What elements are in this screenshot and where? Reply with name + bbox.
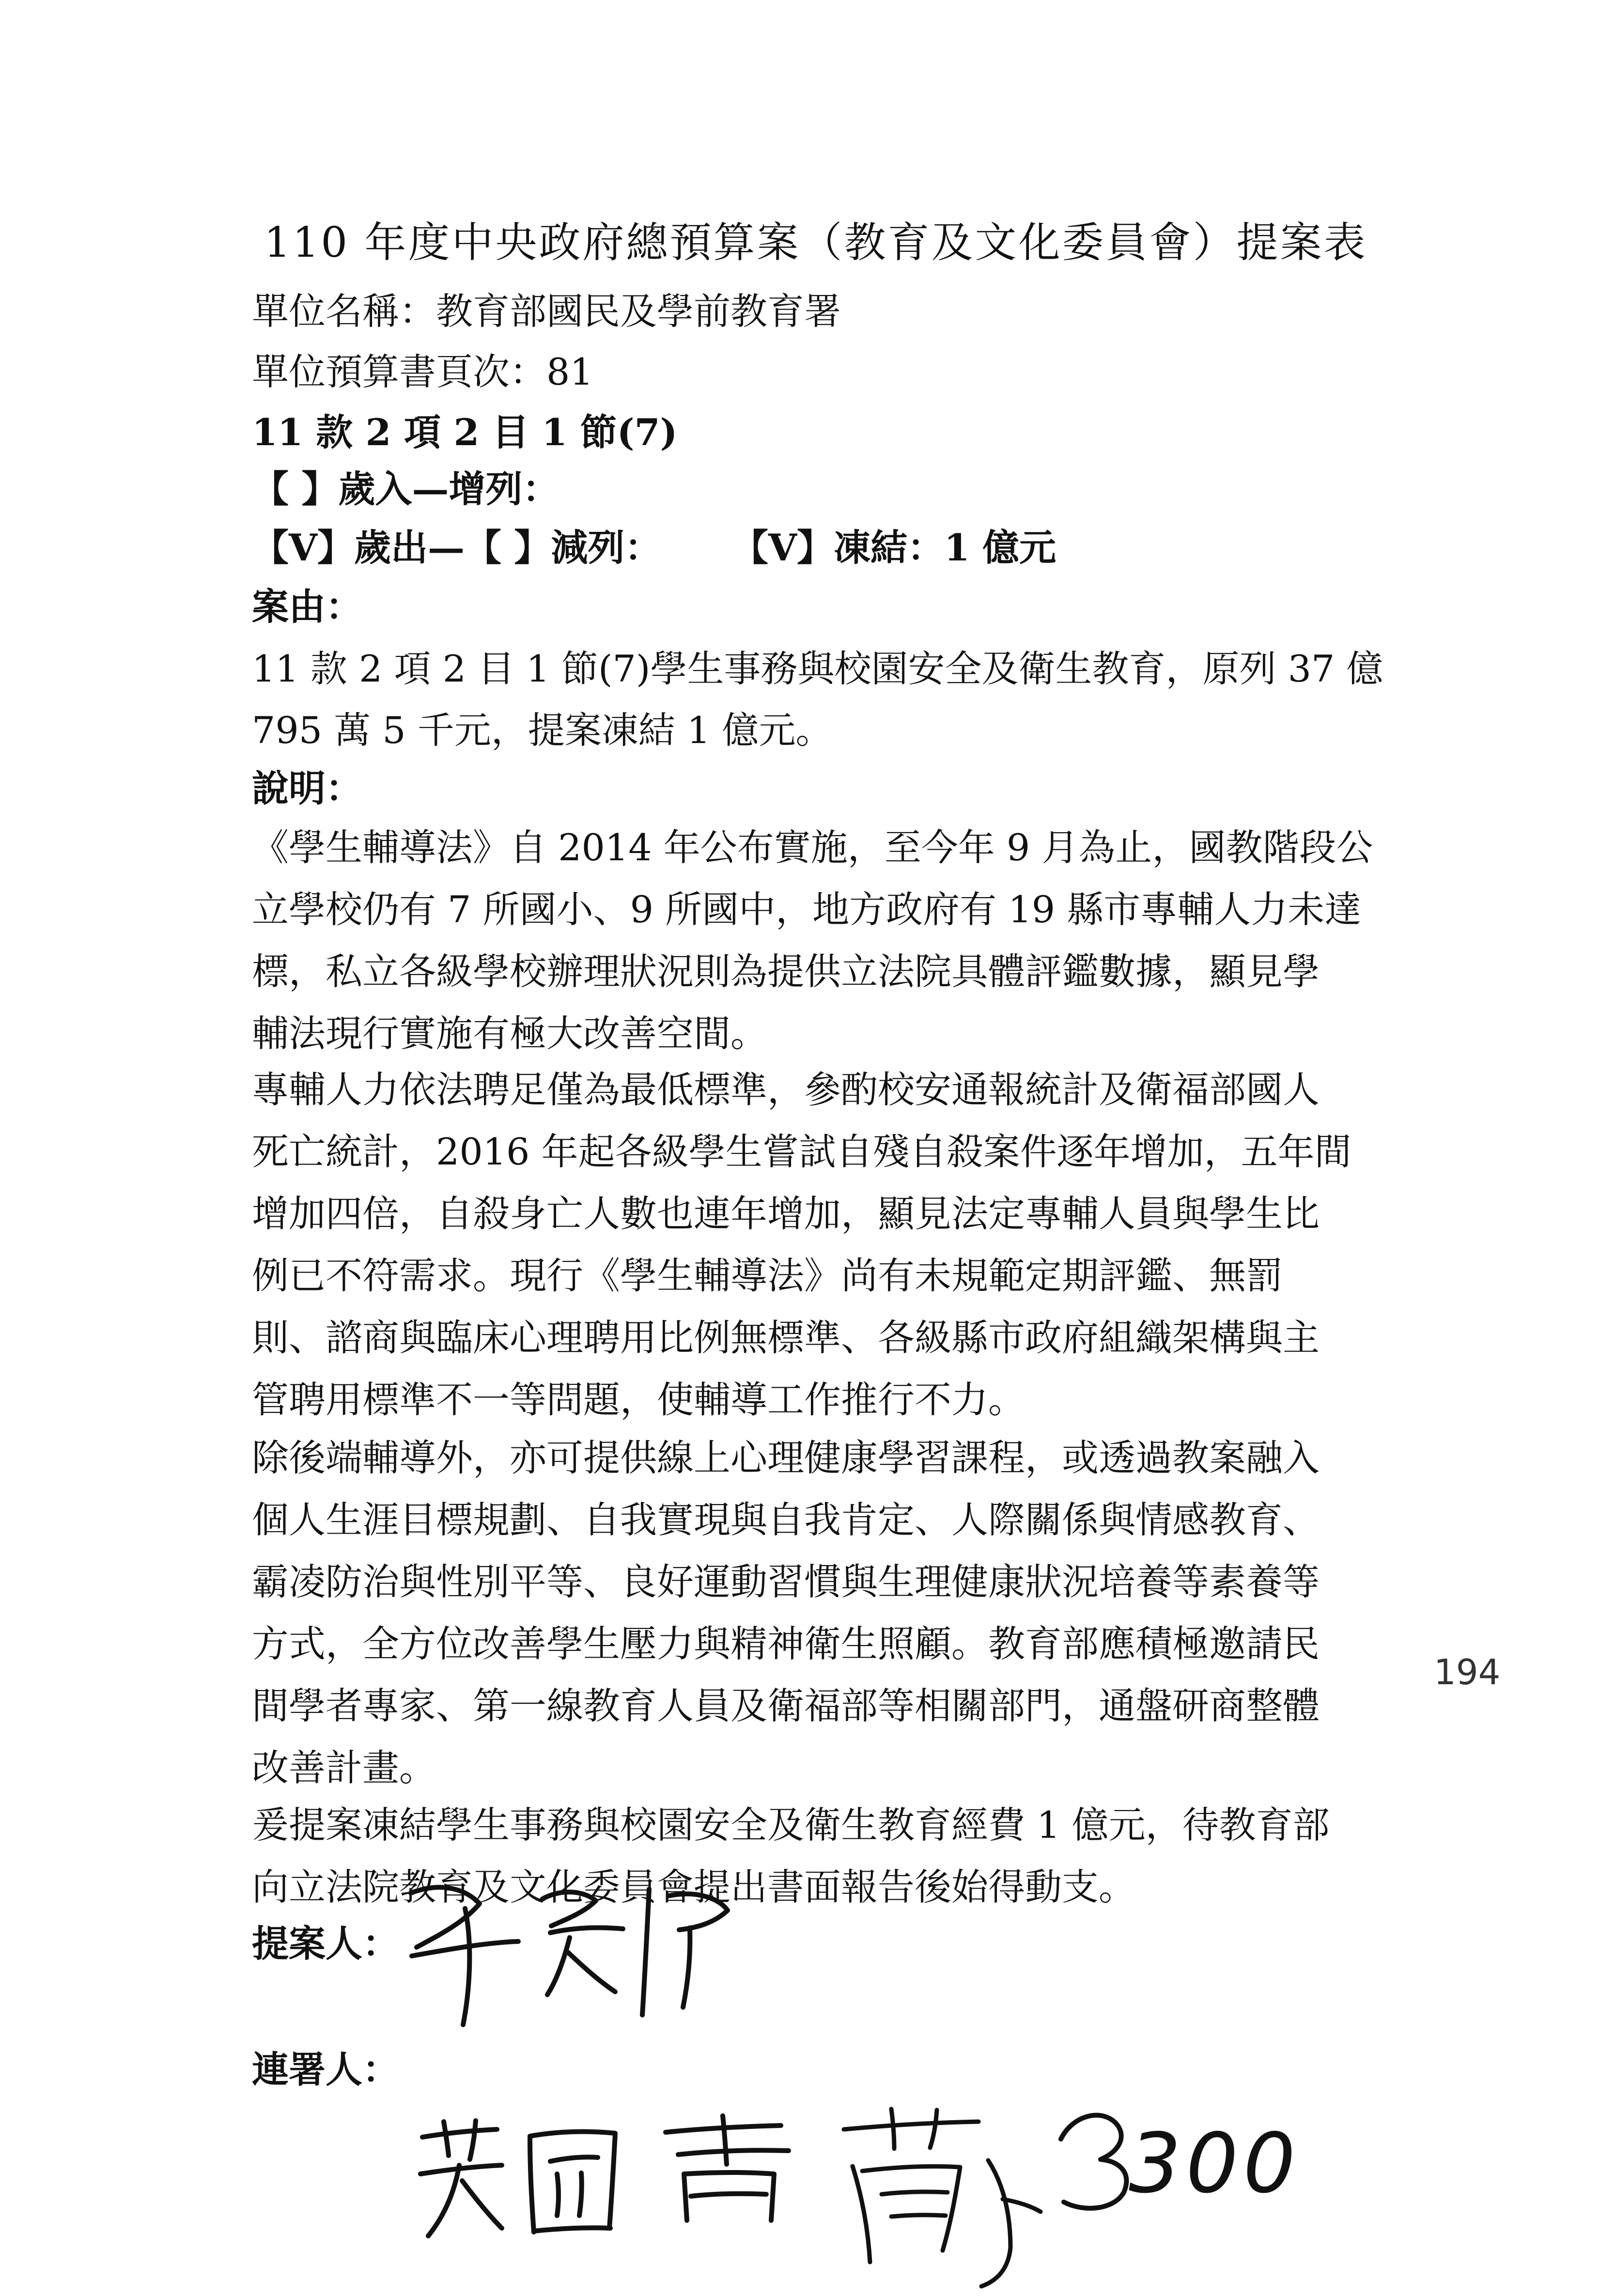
proposer-label: 提案人： [252, 1922, 399, 1965]
revenue-line: 【 】歲入—增列： [252, 467, 559, 511]
explanation-line: 間學者專家、第一線教育人員及衛福部等相關部門，通盤研商整體 [252, 1684, 1320, 1727]
explanation-line: 立學校仍有 7 所國小、9 所國中，地方政府有 19 縣市專輔人力未達 [252, 888, 1362, 931]
explanation-line: 方式，全方位改善學生壓力與精神衛生照顧。教育部應積極邀請民 [252, 1622, 1320, 1665]
explanation-line: 專輔人力依法聘足僅為最低標準，參酌校安通報統計及衛福部國人 [252, 1068, 1320, 1111]
explanation-line: 則、諮商與臨床心理聘用比例無標準、各級縣市政府組織架構與主 [252, 1316, 1320, 1359]
page-title: 110 年度中央政府總預算案（教育及文化委員會）提案表 [264, 218, 1367, 267]
explanation-line: 個人生涯目標規劃、自我實現與自我肯定、人際關係與情感教育、 [252, 1498, 1320, 1541]
expense-line: 【V】歲出—【 】減列： [252, 526, 662, 569]
cosigner-signature-1 [412, 2117, 635, 2243]
explanation-heading: 說明： [252, 767, 362, 810]
explanation-line: 除後端輔導外，亦可提供線上心理健康學習課程，或透過教案融入 [252, 1436, 1320, 1479]
page-number: 194 [1434, 1652, 1501, 1692]
signature-number: 300 [1129, 2116, 1301, 2212]
explanation-line: 爰提案凍結學生事務與校園安全及衛生教育經費 1 億元，待教育部 [252, 1803, 1330, 1846]
expense-freeze-row [252, 526, 1056, 569]
explanation-line: 標，私立各級學校辦理狀況則為提供立法院具體評鑑數據，顯見學 [252, 950, 1320, 993]
reason-line: 795 萬 5 千元，提案凍結 1 億元。 [252, 709, 833, 752]
cosigner-label: 連署人： [252, 2048, 399, 2091]
cosigner-signature-2 [659, 2112, 804, 2233]
unit-name: 單位名稱：教育部國民及學前教育署 [252, 290, 841, 333]
explanation-line: 《學生輔導法》自 2014 年公布實施，至今年 9 月為止，國教階段公 [252, 826, 1373, 869]
budget-page: 單位預算書頁次：81 [252, 350, 593, 393]
reason-heading: 案由： [252, 585, 362, 628]
proposer-signature [397, 1870, 746, 2034]
explanation-line: 改善計畫。 [252, 1746, 436, 1789]
explanation-line: 輔法現行實施有極大改善空間。 [252, 1012, 767, 1055]
item-code: 11 款 2 項 2 目 1 節(7) [252, 411, 678, 454]
explanation-line: 增加四倍，自殺身亡人數也連年增加，顯見法定專輔人員與學生比 [252, 1192, 1320, 1235]
explanation-line: 例已不符需求。現行《學生輔導法》尚有未規範定期評鑑、無罰 [252, 1254, 1283, 1297]
explanation-line: 管聘用標準不一等問題，使輔導工作推行不力。 [252, 1378, 1025, 1421]
explanation-line: 死亡統計，2016 年起各級學生嘗試自殘自殺案件逐年增加，五年間 [252, 1130, 1351, 1173]
explanation-line: 霸凌防治與性別平等、良好運動習慣與生理健康狀況培養等素養等 [252, 1560, 1320, 1603]
reason-line: 11 款 2 項 2 目 1 節(7)學生事務與校園安全及衛生教育，原列 37 億 [252, 647, 1383, 690]
cosigner-signature-3 [833, 2102, 1046, 2296]
explanation-line: 向立法院教育及文化委員會提出書面報告後始得動支。 [252, 1865, 1135, 1908]
freeze-line: 【V】凍結：1 億元 [731, 526, 1056, 569]
